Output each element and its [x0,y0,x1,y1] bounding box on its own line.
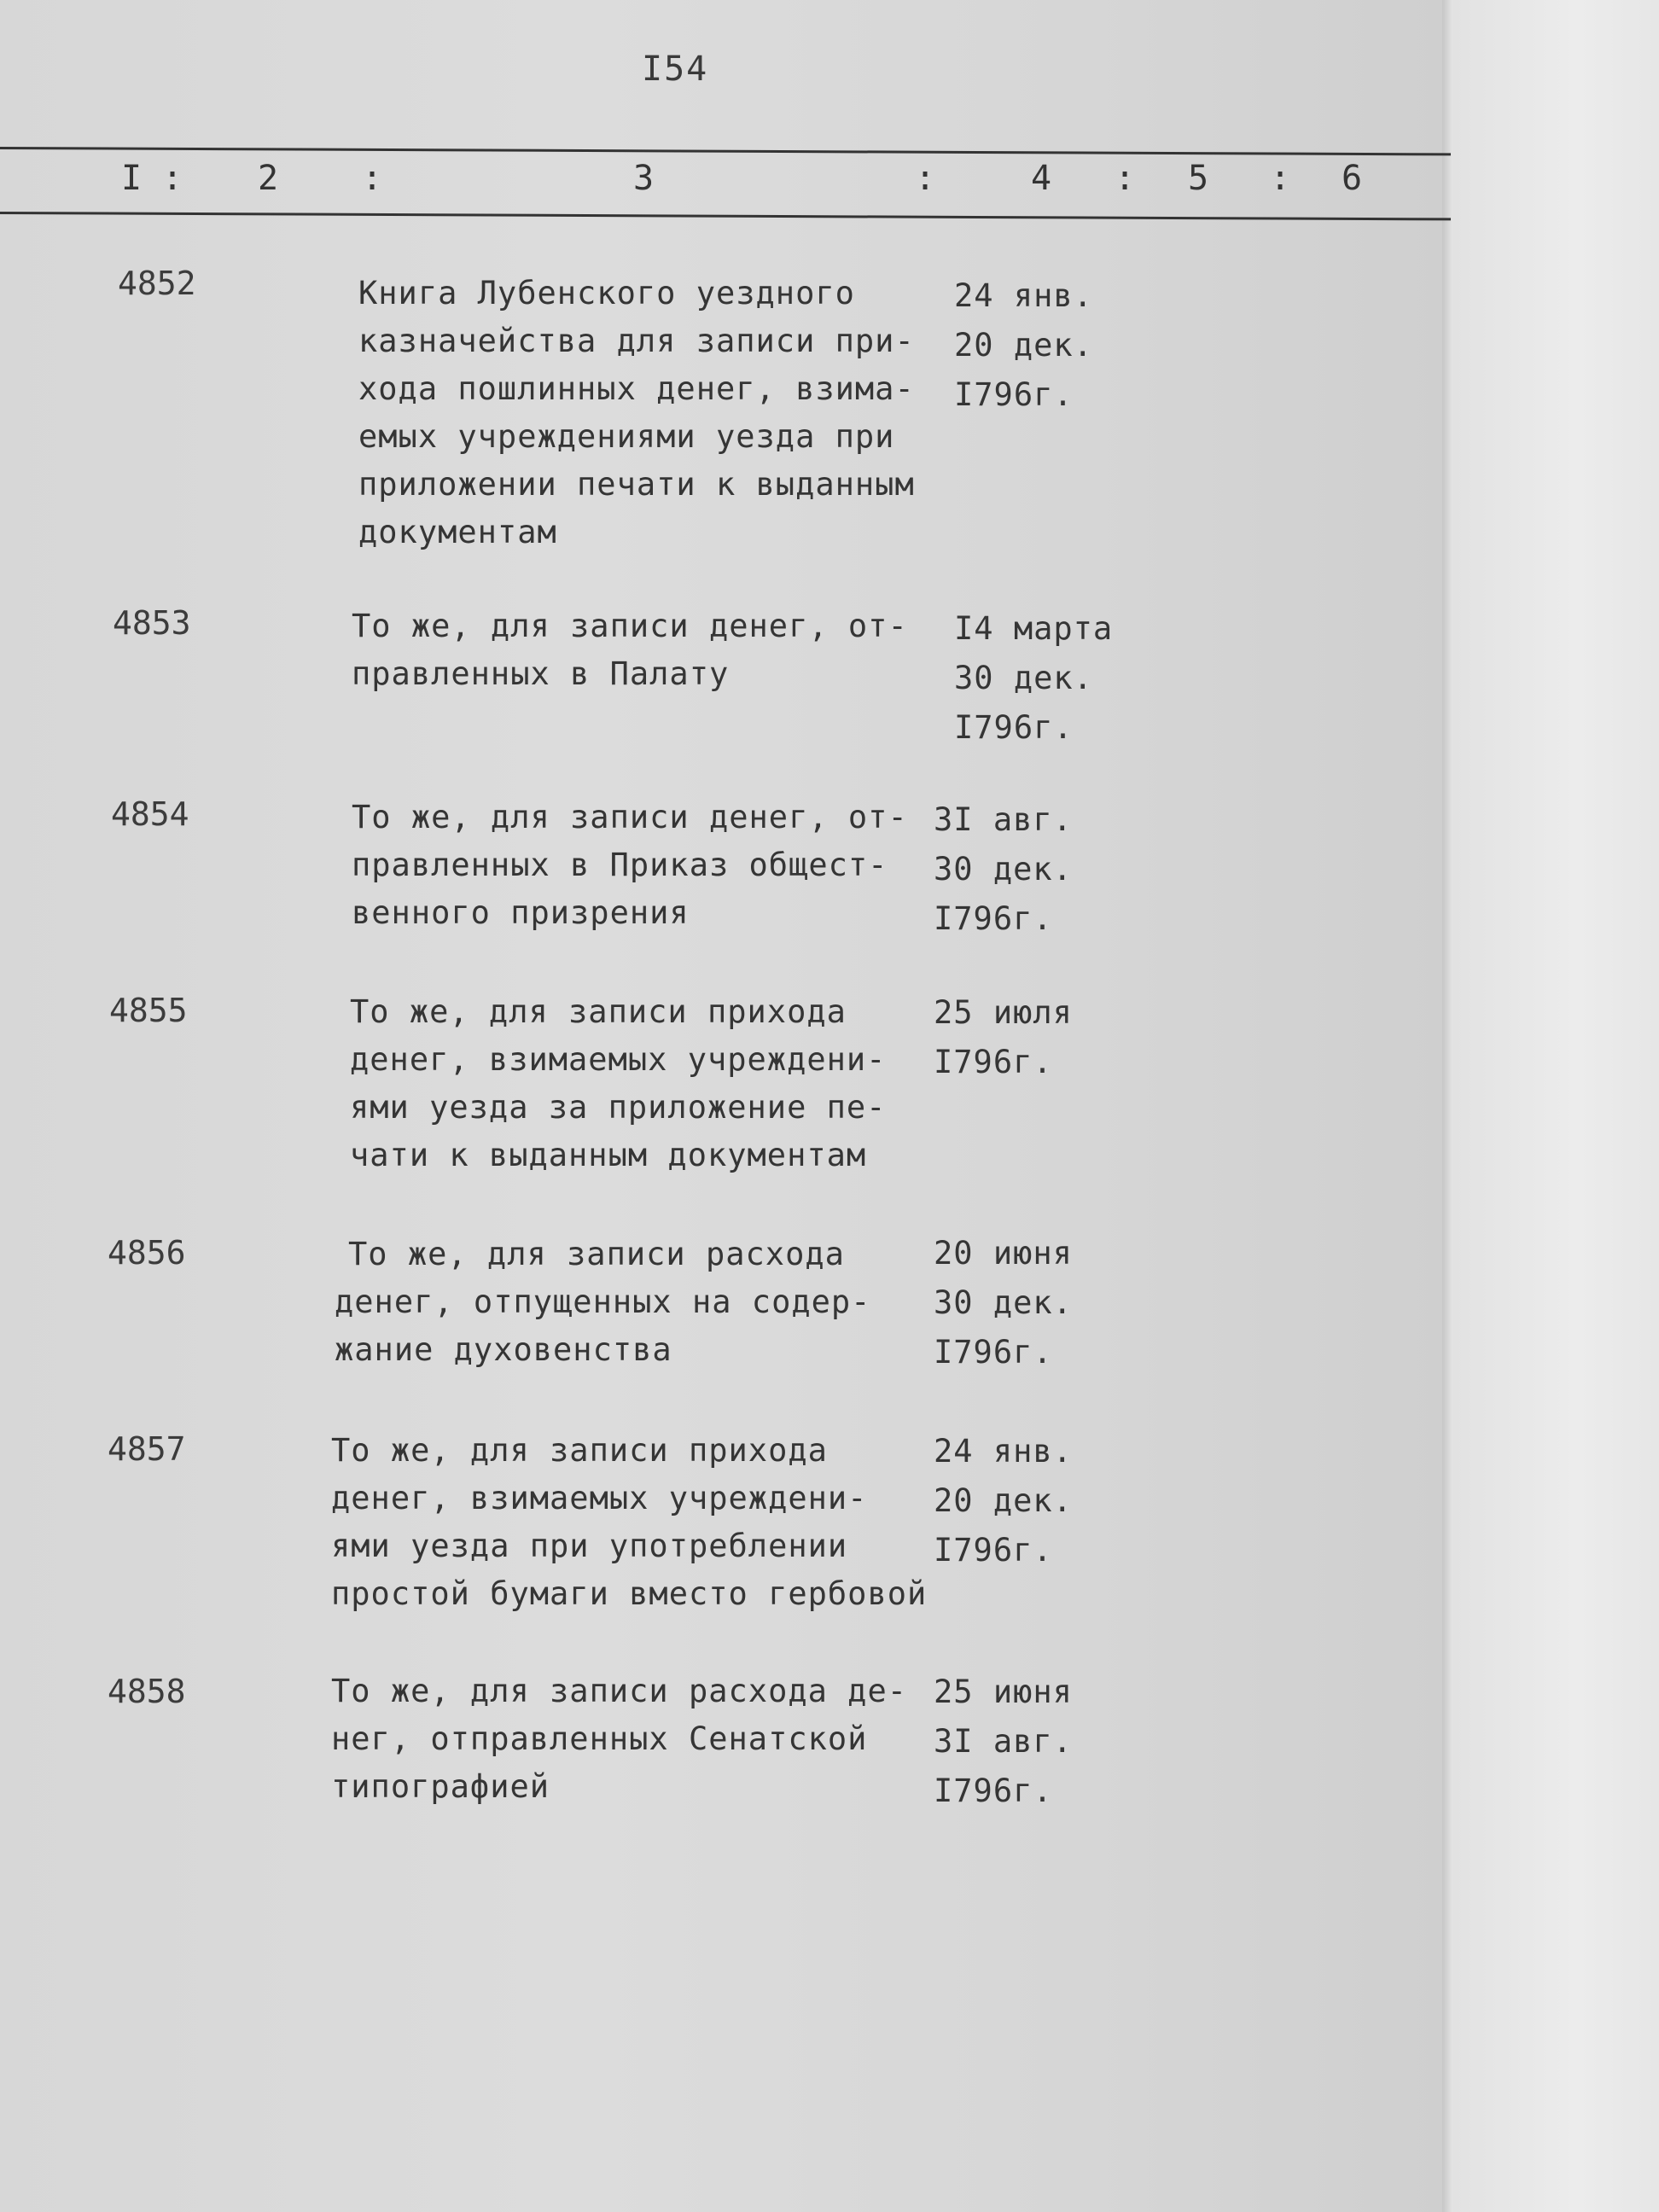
description-line: хода пошлинных денег, взима- [358,370,915,407]
date-line: 25 июля [934,994,1073,1031]
date-line: I796г. [954,709,1074,746]
description-line: То же, для записи денег, от- [352,799,908,835]
description-line: То же, для записи прихода [331,1432,828,1469]
column-header-2: 2 [258,159,279,198]
record-dates [934,1427,1073,1575]
description-line: То же, для записи расхода де- [331,1673,908,1709]
description-line: денег, взимаемых учреждени- [331,1480,868,1516]
date-line: I4 марта [954,610,1114,647]
description-line: То же, для записи прихода [350,993,847,1030]
description-line: правленных в Палату [352,655,730,692]
date-line: I796г. [934,900,1053,937]
date-line: 24 янв. [954,277,1093,314]
date-line: I796г. [934,1044,1053,1080]
column-separator: : [915,159,936,198]
column-header-6: 6 [1342,159,1363,198]
page-number: I54 [642,49,709,89]
description-line: емых учреждениями уезда при [358,418,895,455]
date-line: 24 янв. [934,1433,1073,1470]
description-line: жание духовенства [335,1331,672,1368]
record-number: 4854 [111,795,189,833]
record-number: 4855 [109,992,188,1029]
date-line: 30 дек. [934,851,1073,888]
record-number: 4852 [118,265,196,302]
column-separator: : [362,159,383,198]
description-line: типографией [331,1768,550,1805]
record-number: 4853 [113,604,191,642]
date-line: 20 дек. [934,1482,1073,1519]
record-dates [954,604,1113,753]
record-dates [934,795,1073,944]
date-line: I796г. [934,1773,1053,1809]
description-line: денег, отпущенных на содер- [335,1284,871,1320]
description-line: венного призрения [352,894,690,931]
description-line: приложении печати к выданным [358,466,915,503]
column-separator: : [1270,159,1291,198]
description-line: простой бумаги вместо гербовой [331,1575,928,1612]
record-dates [934,1229,1073,1377]
record-description [335,1231,870,1374]
date-line: 3I авг. [934,1723,1073,1760]
record-dates [934,1668,1073,1816]
description-line: правленных в Приказ общест- [352,847,888,883]
description-line: денег, взимаемых учреждени- [350,1041,887,1078]
date-line: I796г. [954,376,1074,413]
column-separator: : [1115,159,1136,198]
description-line: ями уезда при употреблении [331,1528,848,1564]
description-line: ями уезда за приложение пе- [350,1089,887,1126]
description-line: То же, для записи денег, от- [352,608,908,644]
description-line: нег, отправленных Сенатской [331,1720,868,1757]
date-line: I796г. [934,1334,1053,1371]
record-dates [954,271,1093,420]
description-line: документам [358,514,557,550]
date-line: 30 дек. [934,1284,1073,1321]
record-description [331,1668,907,1811]
record-description [352,794,908,937]
record-dates [934,988,1073,1087]
description-line: То же, для записи расхода [348,1236,845,1272]
column-header-4: 4 [1031,159,1052,198]
description-line: Книга Лубенского уездного [358,275,855,311]
column-header-1: I [121,159,143,198]
record-number: 4858 [108,1673,186,1710]
date-line: 25 июня [934,1674,1073,1710]
record-description [352,602,908,698]
column-separator: : [162,159,183,198]
record-number: 4857 [108,1430,186,1468]
record-description [358,270,915,556]
date-line: I796г. [934,1532,1053,1569]
date-line: 30 дек. [954,660,1093,696]
date-line: 3I авг. [934,801,1073,838]
underlying-page [1452,0,1659,2212]
page-edge [1442,0,1452,2212]
description-line: чати к выданным документам [350,1137,867,1173]
record-number: 4856 [108,1234,186,1272]
record-description [350,988,886,1179]
date-line: 20 июня [934,1235,1073,1272]
description-line: казначейства для записи при- [358,323,915,359]
date-line: 20 дек. [954,327,1093,364]
column-header-3: 3 [633,159,655,198]
record-description [331,1427,927,1618]
column-header-5: 5 [1188,159,1209,198]
